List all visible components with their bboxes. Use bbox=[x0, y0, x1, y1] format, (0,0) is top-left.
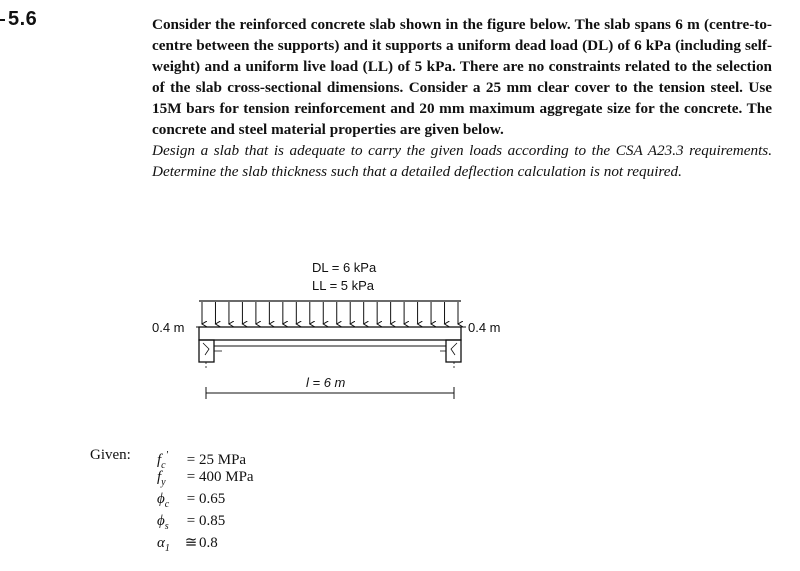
left-support bbox=[199, 340, 214, 362]
given-fy: $f_y$ = 400 MPa bbox=[157, 469, 254, 488]
given-list bbox=[157, 444, 254, 554]
given-phi-c: $\phi_c$ = 0.65 bbox=[157, 491, 226, 510]
load-arrows bbox=[202, 302, 458, 324]
span-label: l = 6 m bbox=[306, 375, 346, 390]
given-label: Given: bbox=[90, 447, 131, 463]
slab bbox=[199, 327, 461, 340]
given-phi-s: $\phi_s$ = 0.85 bbox=[157, 513, 226, 532]
dead-load-label: DL = 6 kPa bbox=[312, 260, 377, 275]
given-alpha1: $\alpha_1$ ≅ 0.8 bbox=[157, 535, 218, 554]
left-support-width-label: 0.4 m bbox=[152, 320, 185, 335]
right-support bbox=[446, 340, 461, 362]
given-fc: $f_c'$ = 25 MPa bbox=[157, 449, 247, 471]
problem-number: 5.6 bbox=[0, 8, 37, 31]
right-support-width-label: 0.4 m bbox=[468, 320, 501, 335]
problem-requirement: Design a slab that is adequate to carry the given loads according to the CSA A23.3 requirements. Determine the slab thickness such that a detailed deflection calculation is not required. bbox=[152, 142, 772, 180]
live-load-label: LL = 5 kPa bbox=[312, 278, 375, 293]
problem-statement: Consider the reinforced concrete slab shown in the figure below. The slab spans 6 m (centre-to-centre between the supports) and it supports a uniform dead load (DL) of 6 kPa (including self-weight) and a uniform live load (LL) of 5 kPa. There are no constraints related to the selection of the slab cross-sectional dimensions. Consider a 25 mm clear cover to the tension steel. Use 15M bars for tension reinforcement and 20 mm maximum aggregate size for the concrete. The concrete and steel material properties are given below. bbox=[152, 16, 772, 138]
